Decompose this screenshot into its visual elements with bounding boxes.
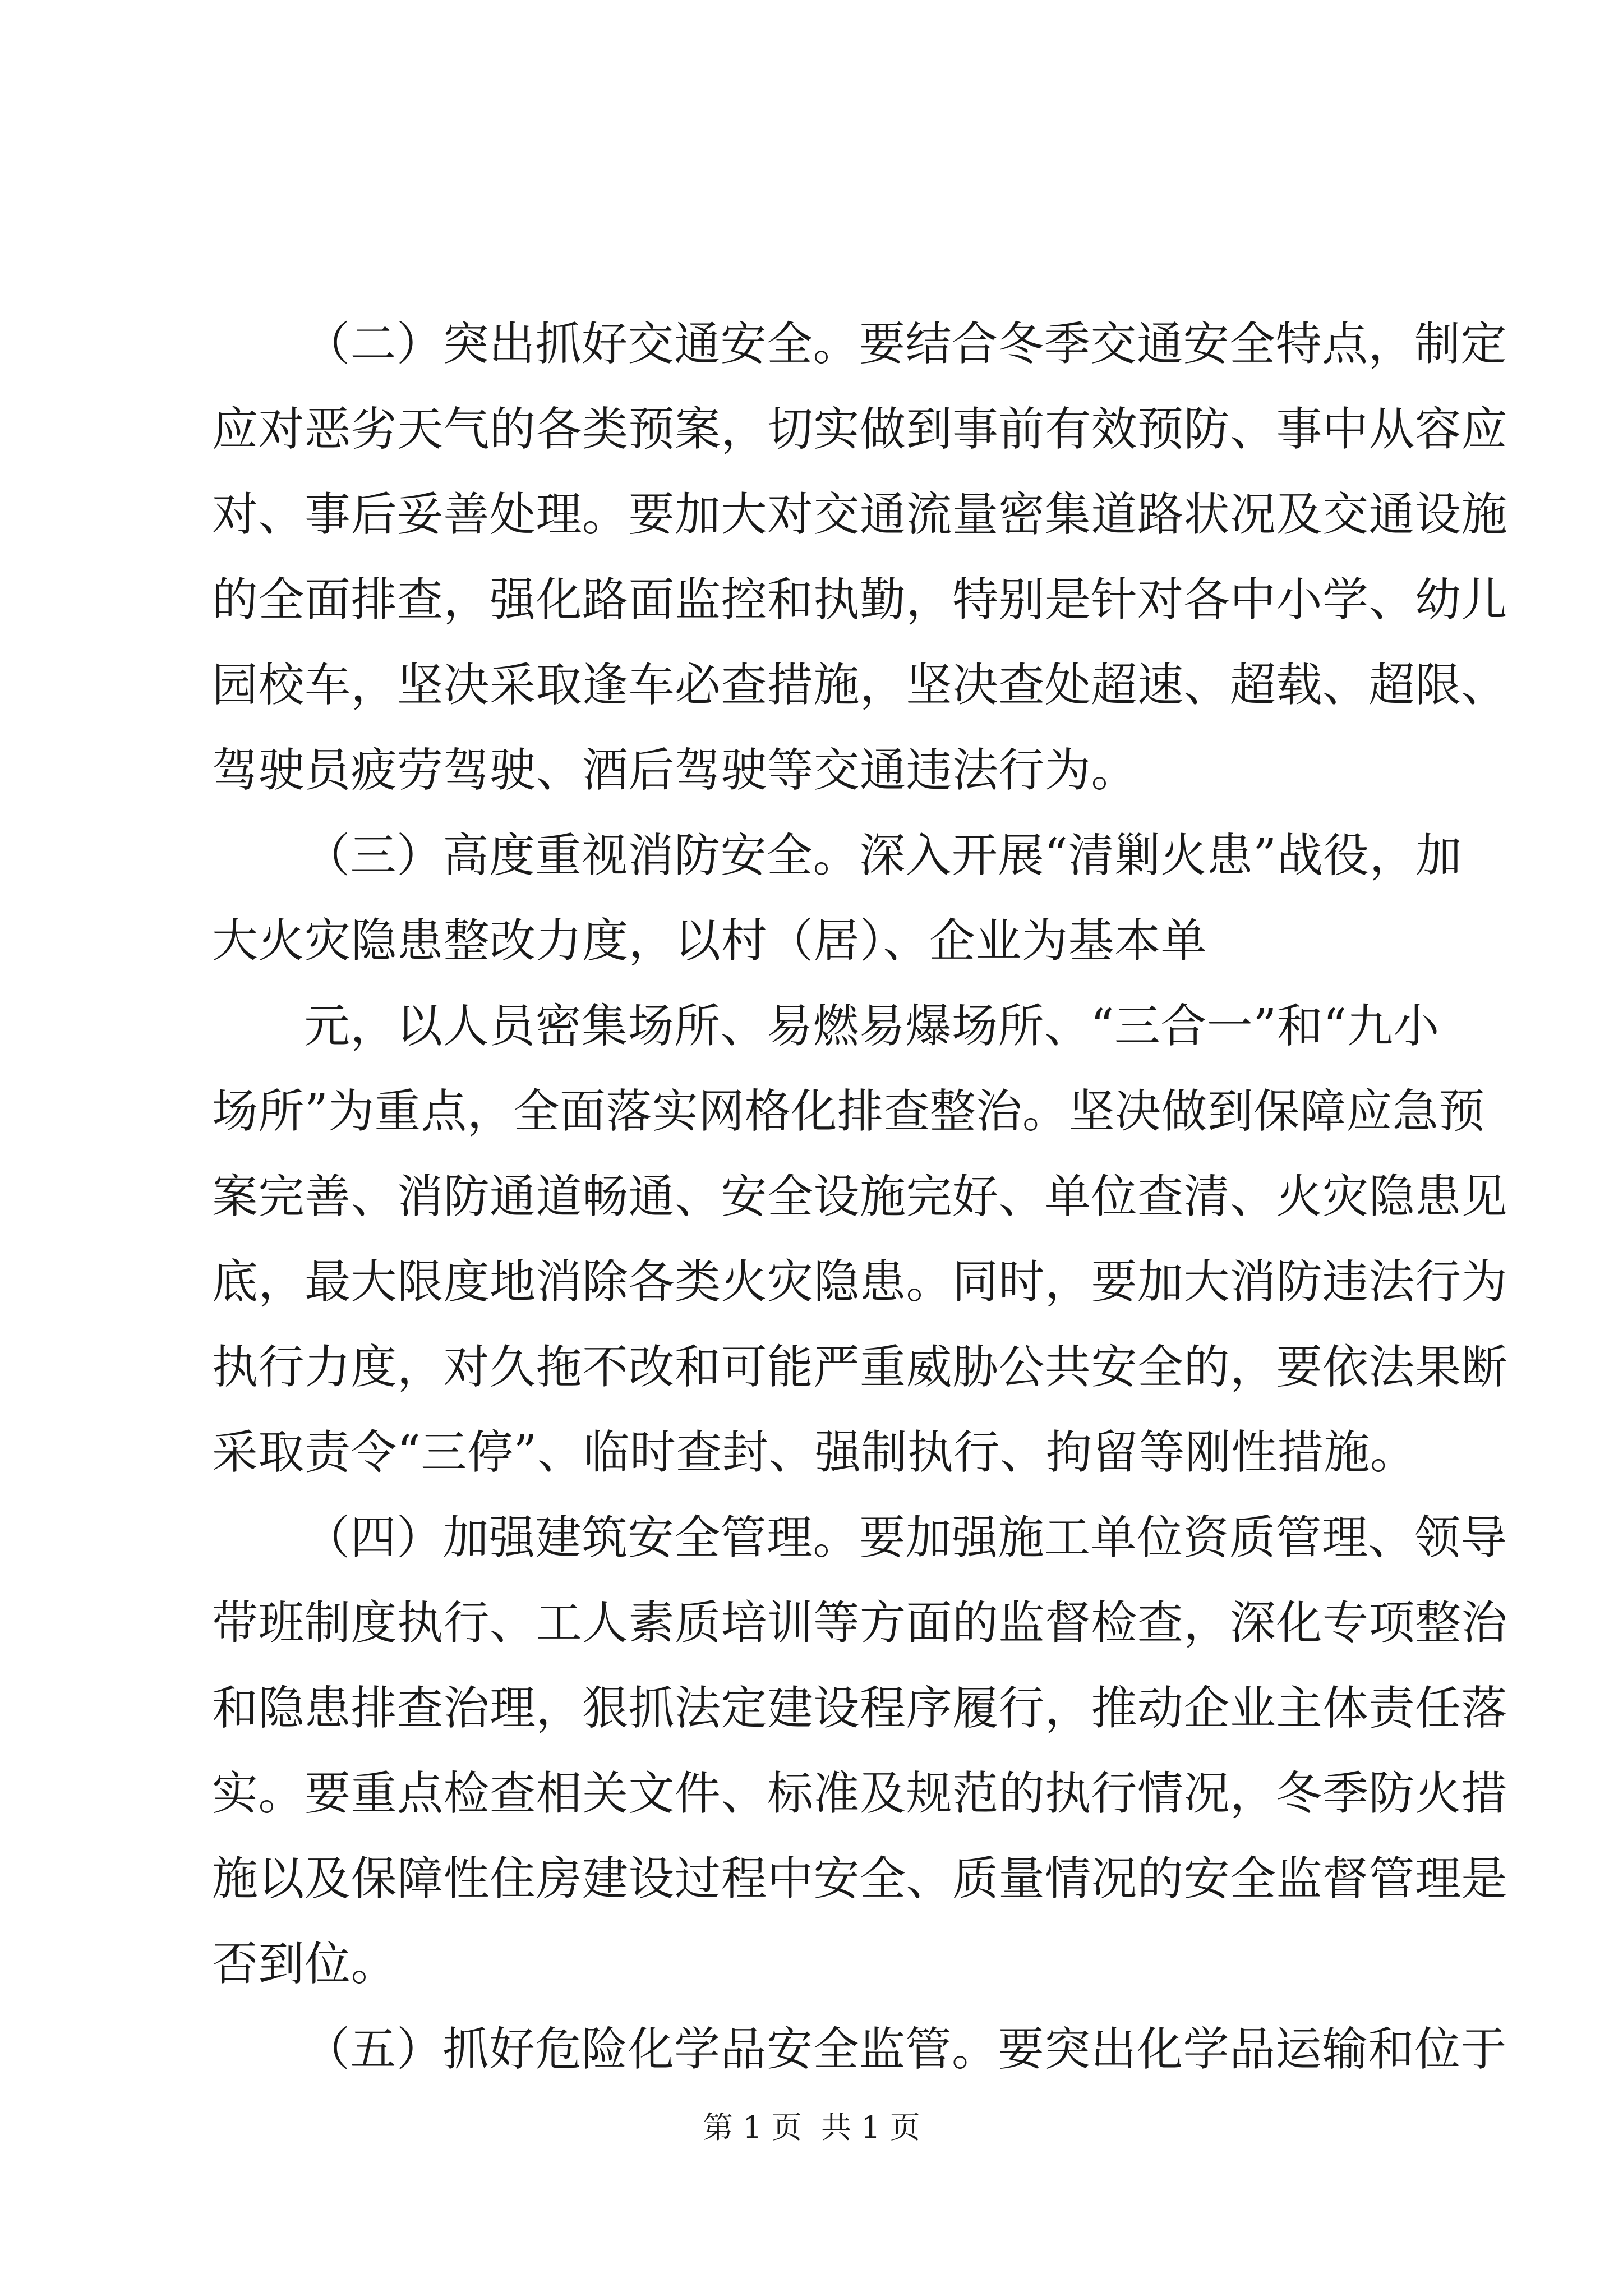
body-line: 带班制度执行、工人素质培训等方面的监督检查，深化专项整治 [212, 1596, 1508, 1650]
body-line: 施以及保障性住房建设过程中安全、质量情况的安全监督管理是 [212, 1852, 1508, 1906]
body-line: 场所”为重点，全面落实网格化排查整治。坚决做到保障应急预 [212, 1085, 1485, 1138]
body-line: 的全面排查，强化路面监控和执勤，特别是针对各中小学、幼儿 [212, 573, 1508, 627]
body-line: 驾驶员疲劳驾驶、酒后驾驶等交通违法行为。 [212, 744, 1138, 797]
body-line: 大火灾隐患整改力度，以村（居）、企业为基本单 [212, 914, 1207, 968]
body-line: 园校车，坚决采取逢车必查措施，坚决查处超速、超载、超限、 [212, 659, 1508, 712]
body-line: 采取责令“三停”、临时查封、强制执行、拘留等刚性措施。 [212, 1426, 1417, 1479]
body-line: （四）加强建筑安全管理。要加强施工单位资质管理、领导 [304, 1511, 1507, 1565]
body-line: 应对恶劣天气的各类预案，切实做到事前有效预防、事中从容应 [212, 403, 1508, 456]
body-line: 对、事后妥善处理。要加大对交通流量密集道路状况及交通设施 [212, 488, 1508, 541]
body-line: 元，以人员密集场所、易燃易爆场所、“三合一”和“九小 [304, 1000, 1440, 1053]
body-line: （五）抓好危险化学品安全监管。要突出化学品运输和位于 [304, 2023, 1507, 2076]
body-line: 案完善、消防通道畅通、安全设施完好、单位查清、火灾隐患见 [212, 1170, 1508, 1223]
body-line: 和隐患排查治理，狠抓法定建设程序履行，推动企业主体责任落 [212, 1682, 1508, 1735]
body-line: 实。要重点检查相关文件、标准及规范的执行情况，冬季防火措 [212, 1767, 1508, 1820]
page-footer: 第 1 页 共 1 页 [703, 2110, 920, 2145]
body-line: 执行力度，对久拖不改和可能严重威胁公共安全的，要依法果断 [212, 1341, 1508, 1394]
body-line: 底，最大限度地消除各类火灾隐患。同时，要加大消防违法行为 [212, 1255, 1508, 1309]
body-line: （三）高度重视消防安全。深入开展“清剿火患”战役，加 [304, 829, 1462, 882]
body-line: 否到位。 [212, 1938, 398, 1991]
body-line: （二）突出抓好交通安全。要结合冬季交通安全特点，制定 [304, 318, 1507, 371]
